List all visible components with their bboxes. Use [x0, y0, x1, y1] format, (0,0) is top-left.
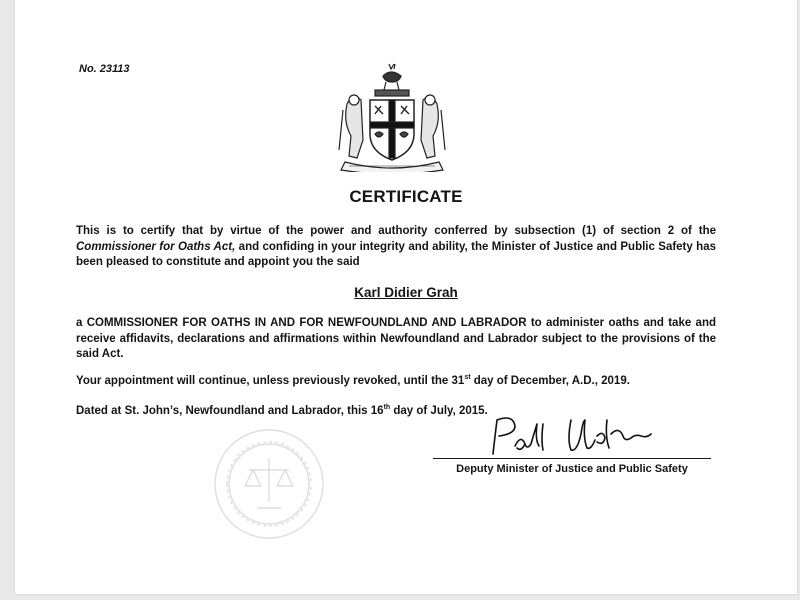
appointment-paragraph: a COMMISSIONER FOR OATHS IN AND FOR NEWFOUNDLAND AND LABRADOR to administer oaths and take and receive affidavits, declarations and affirmations within Newfoundland and Labrador subject to the provisions of the said Act. — [76, 317, 716, 360]
embossed-seal-icon — [213, 428, 325, 540]
intro-text-a: This is to certify that by virtue of the power and authority conferred by subsection (1) of section 2 of the — [76, 225, 716, 237]
appointee-name: Karl Didier Grah — [354, 285, 458, 300]
intro-text-b: and confiding in your integrity and ability, the Minister of Justice and Public Safety has been pleased to constitute and appoint you the said — [76, 240, 716, 268]
certificate-title: CERTIFICATE — [349, 187, 463, 206]
term-text-b: day of December, A.D., 2019. — [470, 375, 630, 387]
dated-ordinal: th — [383, 404, 391, 411]
coat-of-arms-icon — [337, 60, 447, 172]
signature-line — [433, 458, 711, 459]
act-name: Commissioner for Oaths Act, — [76, 240, 236, 253]
signature-icon — [485, 414, 655, 460]
dated-text-b: day of July, 2015. — [390, 405, 488, 417]
term-text-a: Your appointment will continue, unless previously revoked, until the 31 — [76, 375, 465, 387]
term-paragraph — [76, 374, 716, 390]
signatory-title: Deputy Minister of Justice and Public Safety — [456, 463, 688, 475]
term-ordinal: st — [464, 374, 471, 381]
certificate-number: No. 23113 — [79, 63, 130, 75]
dated-text-a: Dated at St. John’s, Newfoundland and Labrador, this 16 — [76, 405, 384, 417]
intro-paragraph — [76, 224, 716, 271]
certificate-page — [15, 0, 797, 594]
